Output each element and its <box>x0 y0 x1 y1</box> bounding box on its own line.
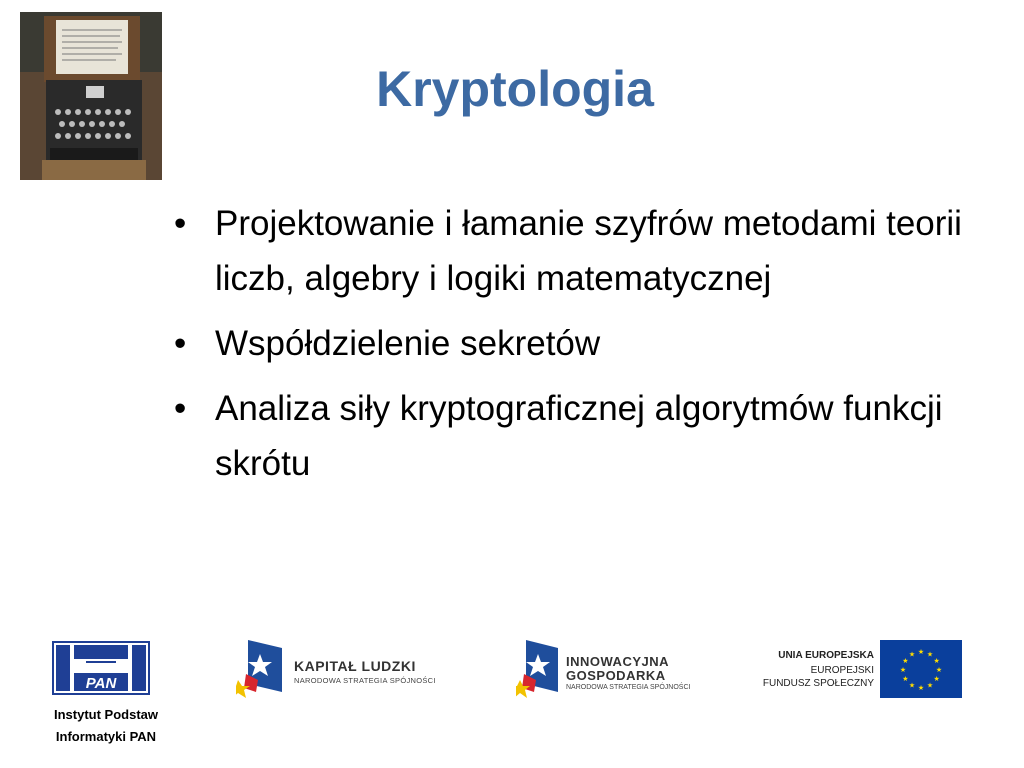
bullet-text: Projektowanie i łamanie szyfrów metodami teorii liczb, algebry i logiki matematycznej <box>215 204 962 298</box>
eu-fund-logo <box>760 640 962 700</box>
innowacyjna-line2: GOSPODARKA <box>566 668 666 683</box>
eu-line2: EUROPEJSKI <box>810 665 874 676</box>
ipi-logo-text: PAN <box>85 675 117 692</box>
bullet-dot: • <box>174 324 187 363</box>
slide-title: Kryptologia <box>376 61 654 117</box>
svg-text:★: ★ <box>917 648 925 656</box>
svg-text:★: ★ <box>917 684 925 692</box>
bullet-text: Analiza siły kryptograficznej algorytmów funkcji skrótu <box>215 389 943 483</box>
bullet-item <box>174 316 984 371</box>
svg-text:★: ★ <box>908 650 916 659</box>
kapital-main-text: KAPITAŁ LUDZKI <box>294 658 416 674</box>
institute-caption-line2: Informatyki PAN <box>55 729 157 744</box>
svg-text:★: ★ <box>902 657 909 665</box>
bullet-dot: • <box>174 204 187 243</box>
svg-text:★: ★ <box>899 666 907 674</box>
svg-text:★: ★ <box>926 650 934 659</box>
institute-caption <box>26 704 186 748</box>
enigma-machine-photo <box>20 12 162 180</box>
kapital-sub-text: NARODOWA STRATEGIA SPÓJNOŚCI <box>294 676 436 685</box>
svg-text:★: ★ <box>933 675 940 683</box>
svg-text:★: ★ <box>935 666 943 674</box>
eu-line3: FUNDUSZ SPOŁECZNY <box>762 678 874 689</box>
ipi-pan-logo <box>52 641 150 695</box>
bullet-item <box>174 196 984 306</box>
kapital-ludzki-logo <box>236 640 446 698</box>
innowacyjna-gospodarka-logo <box>516 640 706 698</box>
svg-text:★: ★ <box>908 681 916 690</box>
svg-text:★: ★ <box>926 681 934 690</box>
bullet-text: Współdzielenie sekretów <box>215 324 601 363</box>
star-flag-icon <box>236 640 286 698</box>
svg-text:★: ★ <box>933 657 940 665</box>
innowacyjna-line1: INNOWACYJNA <box>566 654 670 669</box>
bullet-list <box>174 196 984 501</box>
star-flag-icon <box>516 640 562 698</box>
bullet-dot: • <box>174 389 187 428</box>
eu-flag-icon <box>880 640 962 698</box>
institute-caption-line1: Instytut Podstaw <box>53 707 158 722</box>
eu-line1: UNIA EUROPEJSKA <box>778 650 874 661</box>
innowacyjna-sub: NARODOWA STRATEGIA SPÓJNOŚCI <box>566 684 691 691</box>
bullet-item <box>174 381 984 491</box>
svg-text:★: ★ <box>902 675 909 683</box>
